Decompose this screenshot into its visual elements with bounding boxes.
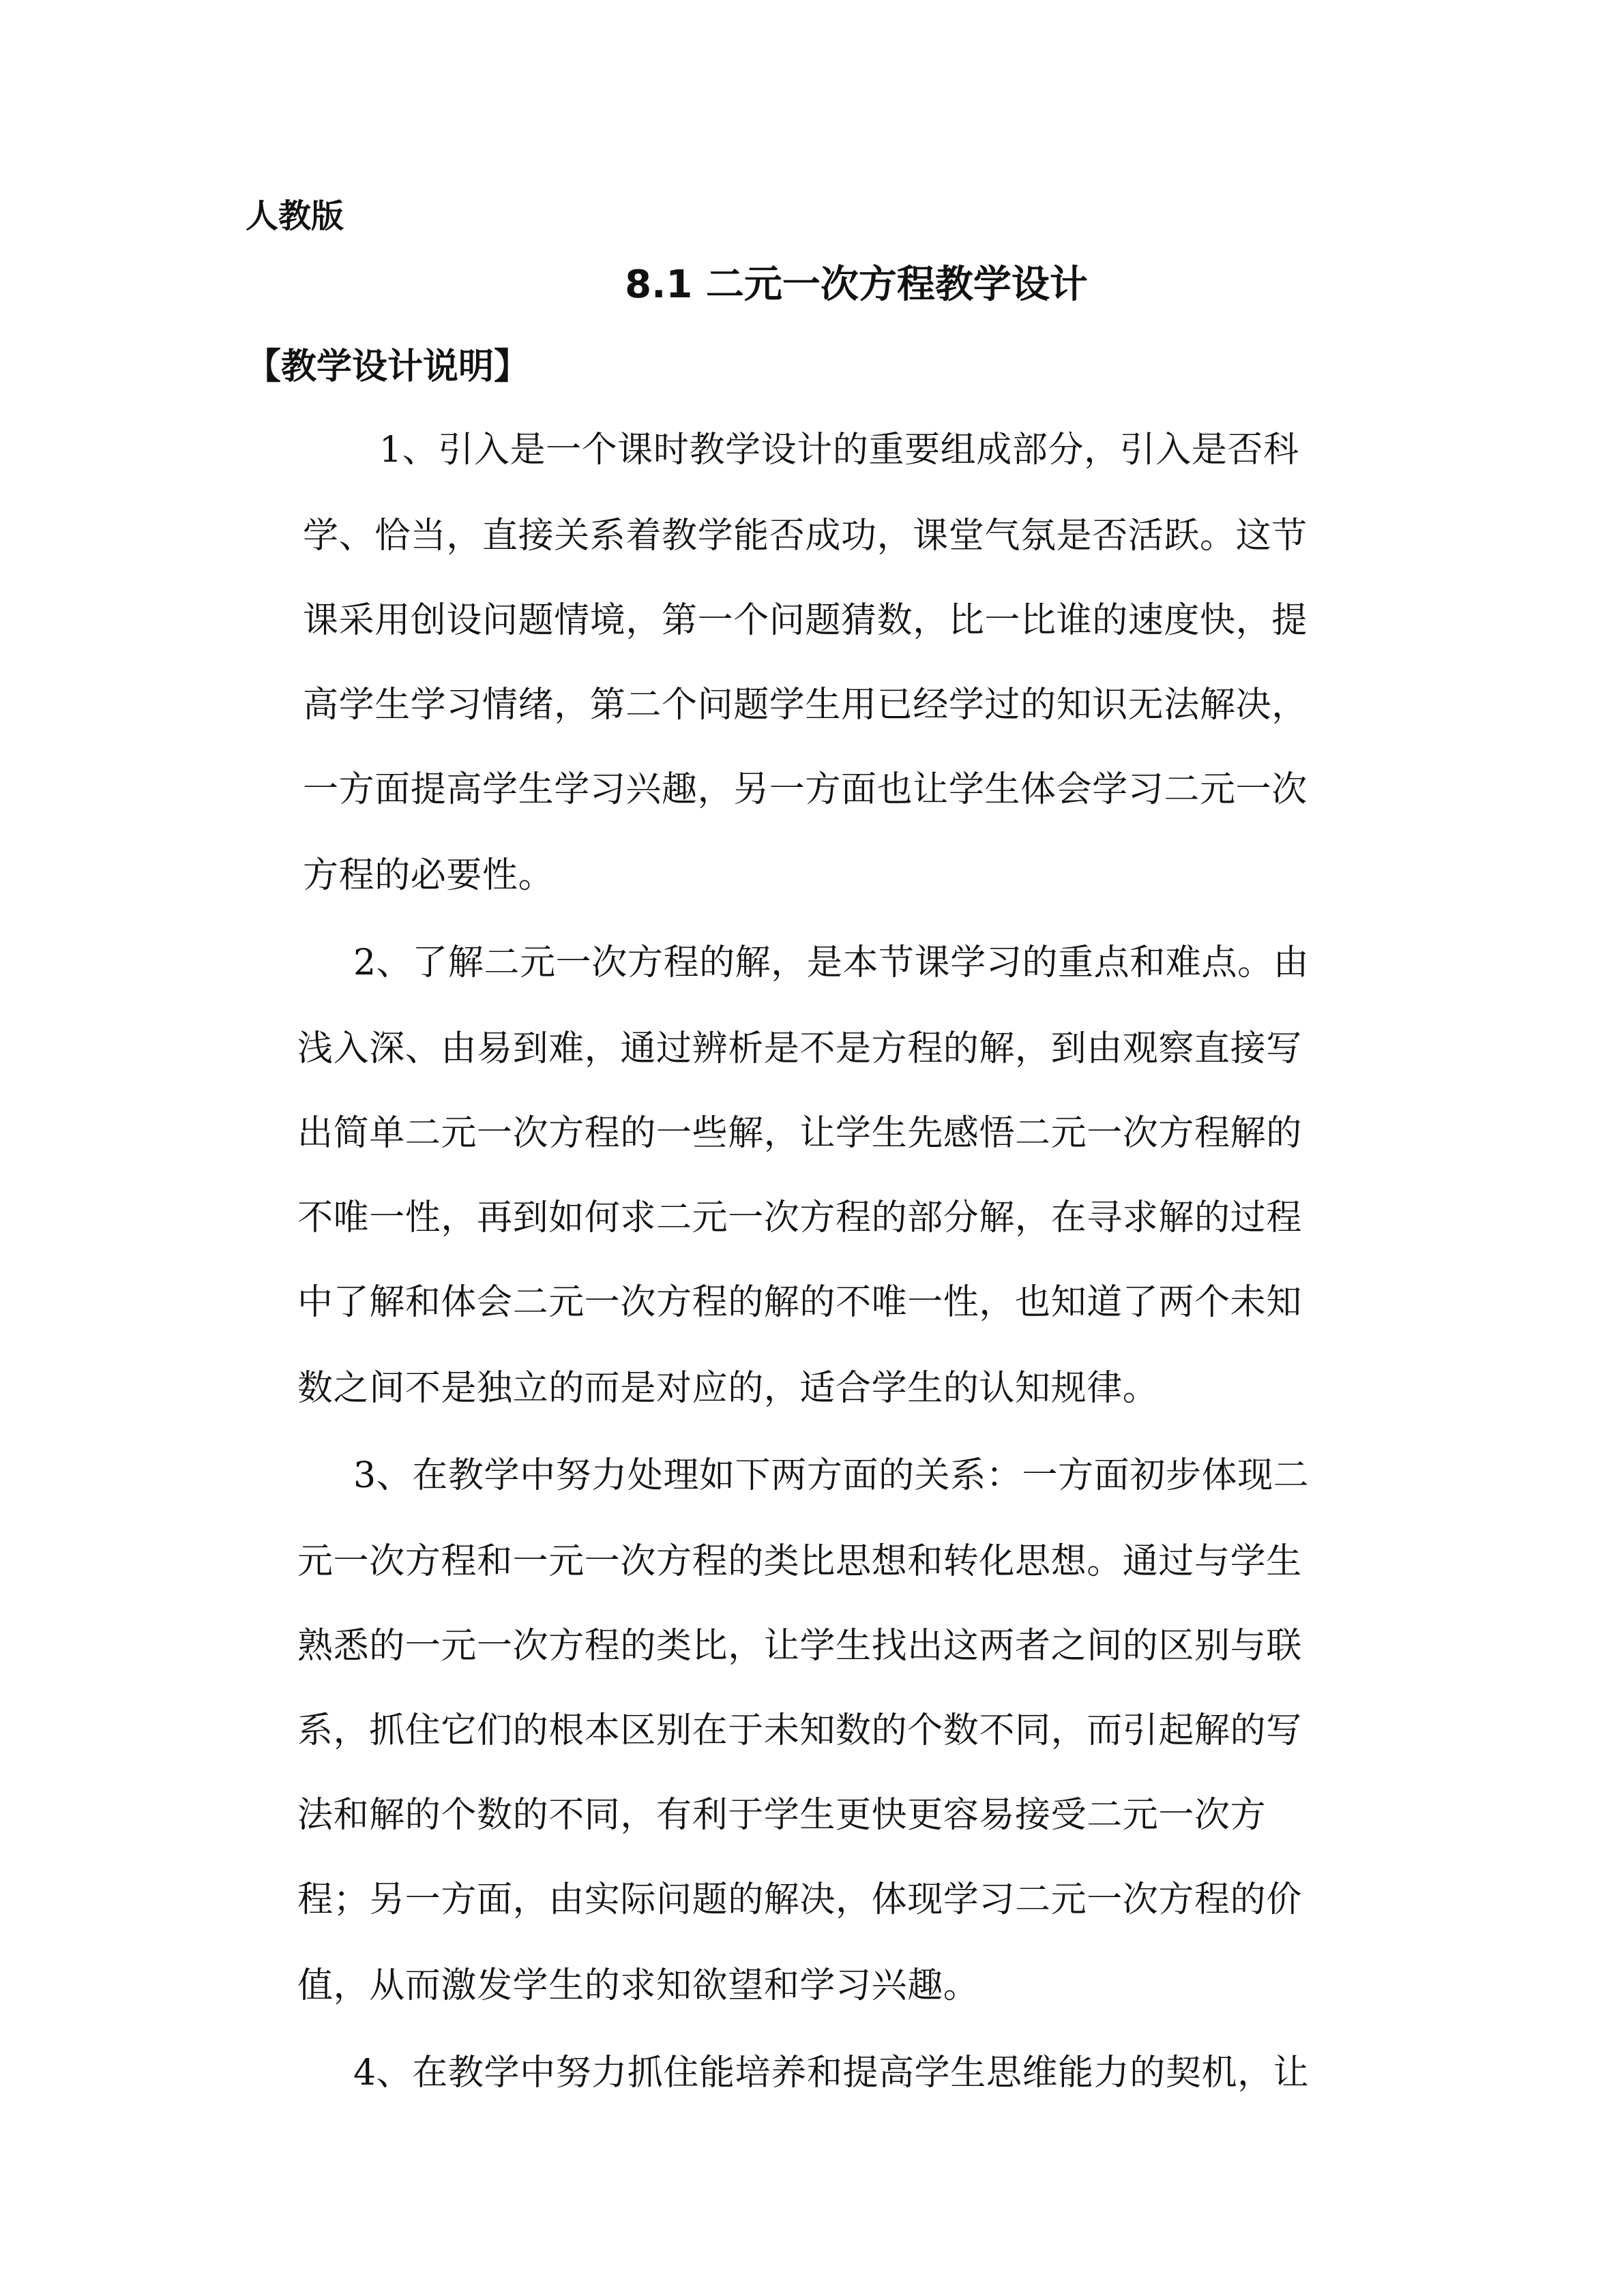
paragraph-line: 2、了解二元一次方程的解，是本节课学习的重点和难点。由 bbox=[353, 942, 1310, 983]
paragraph-line: 法和解的个数的不同，有利于学生更快更容易接受二元一次方 bbox=[297, 1795, 1267, 1836]
paragraph-line: 一方面提高学生学习兴趣，另一方面也让学生体会学习二元一次 bbox=[303, 769, 1308, 810]
paragraph-line: 不唯一性，再到如何求二元一次方程的部分解，在寻求解的过程 bbox=[297, 1197, 1302, 1238]
document-title: 8.1 二元一次方程教学设计 bbox=[625, 263, 1088, 307]
paragraph-line: 4、在教学中努力抓住能培养和提高学生思维能力的契机，让 bbox=[353, 2053, 1310, 2093]
paragraph-line: 中了解和体会二元一次方程的解的不唯一性，也知道了两个未知 bbox=[297, 1282, 1302, 1323]
edition-label: 人教版 bbox=[246, 197, 344, 235]
paragraph-line: 熟悉的一元一次方程的类比，让学生找出这两者之间的区别与联 bbox=[297, 1626, 1302, 1667]
paragraph-line: 课采用创设问题情境，第一个问题猜数，比一比谁的速度快，提 bbox=[303, 600, 1308, 641]
paragraph-line: 学、恰当，直接关系着教学能否成功，课堂气氛是否活跃。这节 bbox=[303, 516, 1308, 556]
paragraph-line: 出简单二元一次方程的一些解，让学生先感悟二元一次方程解的 bbox=[297, 1113, 1302, 1154]
paragraph-line: 系，抓住它们的根本区别在于未知数的个数不同，而引起解的写 bbox=[297, 1710, 1302, 1751]
paragraph-line: 3、在教学中努力处理如下两方面的关系：一方面初步体现二 bbox=[353, 1455, 1310, 1496]
paragraph-line: 元一次方程和一元一次方程的类比思想和转化思想。通过与学生 bbox=[297, 1541, 1302, 1582]
paragraph-line: 浅入深、由易到难，通过辨析是不是方程的解，到由观察直接写 bbox=[297, 1028, 1302, 1069]
paragraph-line: 值，从而激发学生的求知欲望和学习兴趣。 bbox=[297, 1965, 979, 2006]
paragraph-line: 高学生学习情绪，第二个问题学生用已经学过的知识无法解决， bbox=[303, 685, 1308, 726]
paragraph-line: 1、引入是一个课时教学设计的重要组成部分，引入是否科 bbox=[379, 430, 1299, 471]
paragraph-line: 方程的必要性。 bbox=[303, 855, 555, 896]
paragraph-line: 数之间不是独立的而是对应的，适合学生的认知规律。 bbox=[297, 1368, 1159, 1409]
paragraph-line: 程；另一方面，由实际问题的解决，体现学习二元一次方程的价 bbox=[297, 1879, 1302, 1920]
section-heading: 【教学设计说明】 bbox=[246, 346, 530, 387]
